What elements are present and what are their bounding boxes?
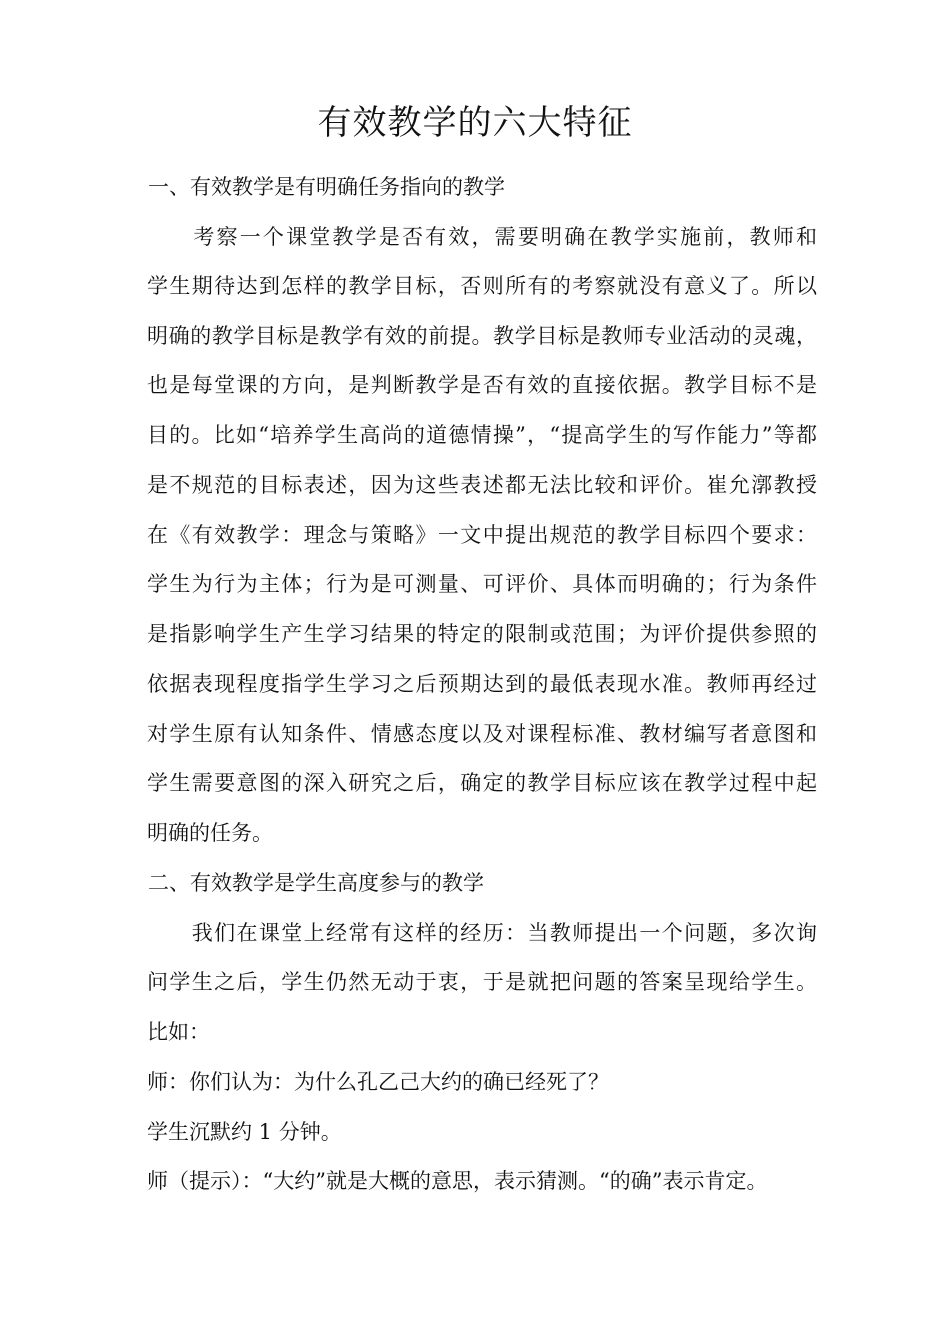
paragraph-line: 考察一个课堂教学是否有效，需要明确在教学实施前，教师和 [147, 225, 817, 249]
paragraph-line: 依据表现程度指学生学习之后预期达到的最低表现水准。教师再经过 [147, 672, 817, 696]
dialogue-line: 学生沉默约 1 分钟。 [147, 1120, 342, 1144]
dialogue-line: 师（提示）：“大约”就是大概的意思，表示猜测。“的确”表示肯定。 [147, 1169, 768, 1193]
paragraph-line: 明确的教学目标是教学有效的前提。教学目标是教师专业活动的灵魂， [147, 324, 817, 348]
paragraph-line: 明确的任务。 [147, 821, 273, 845]
section-2-heading: 二、有效教学是学生高度参与的教学 [148, 871, 484, 895]
paragraph-line: 目的。比如“培养学生高尚的道德情操”，“提高学生的写作能力”等都 [147, 423, 817, 447]
paragraph-line: 学生需要意图的深入研究之后，确定的教学目标应该在教学过程中起 [147, 771, 817, 795]
paragraph-line: 问学生之后，学生仍然无动于衷，于是就把问题的答案呈现给学生。 [147, 970, 817, 994]
paragraph-line: 也是每堂课的方向，是判断教学是否有效的直接依据。教学目标不是 [147, 373, 817, 397]
paragraph-line: 在《有效教学：理念与策略》一文中提出规范的教学目标四个要求： [147, 523, 817, 547]
section-1-heading: 一、有效教学是有明确任务指向的教学 [148, 175, 505, 199]
paragraph-line: 是不规范的目标表述，因为这些表述都无法比较和评价。崔允漷教授 [147, 473, 817, 497]
paragraph-line: 学生为行为主体；行为是可测量、可评价、具体而明确的；行为条件 [147, 572, 817, 596]
paragraph-line: 学生期待达到怎样的教学目标，否则所有的考察就没有意义了。所以 [147, 274, 817, 298]
paragraph-line: 我们在课堂上经常有这样的经历：当教师提出一个问题，多次询 [147, 921, 817, 945]
paragraph-line: 是指影响学生产生学习结果的特定的限制或范围；为评价提供参照的 [147, 622, 817, 646]
paragraph-line: 比如： [147, 1020, 210, 1044]
dialogue-line: 师：你们认为：为什么孔乙己大约的确已经死了？ [147, 1070, 609, 1094]
paragraph-line: 对学生原有认知条件、情感态度以及对课程标准、教材编写者意图和 [147, 722, 817, 746]
document-title: 有效教学的六大特征 [317, 103, 633, 143]
